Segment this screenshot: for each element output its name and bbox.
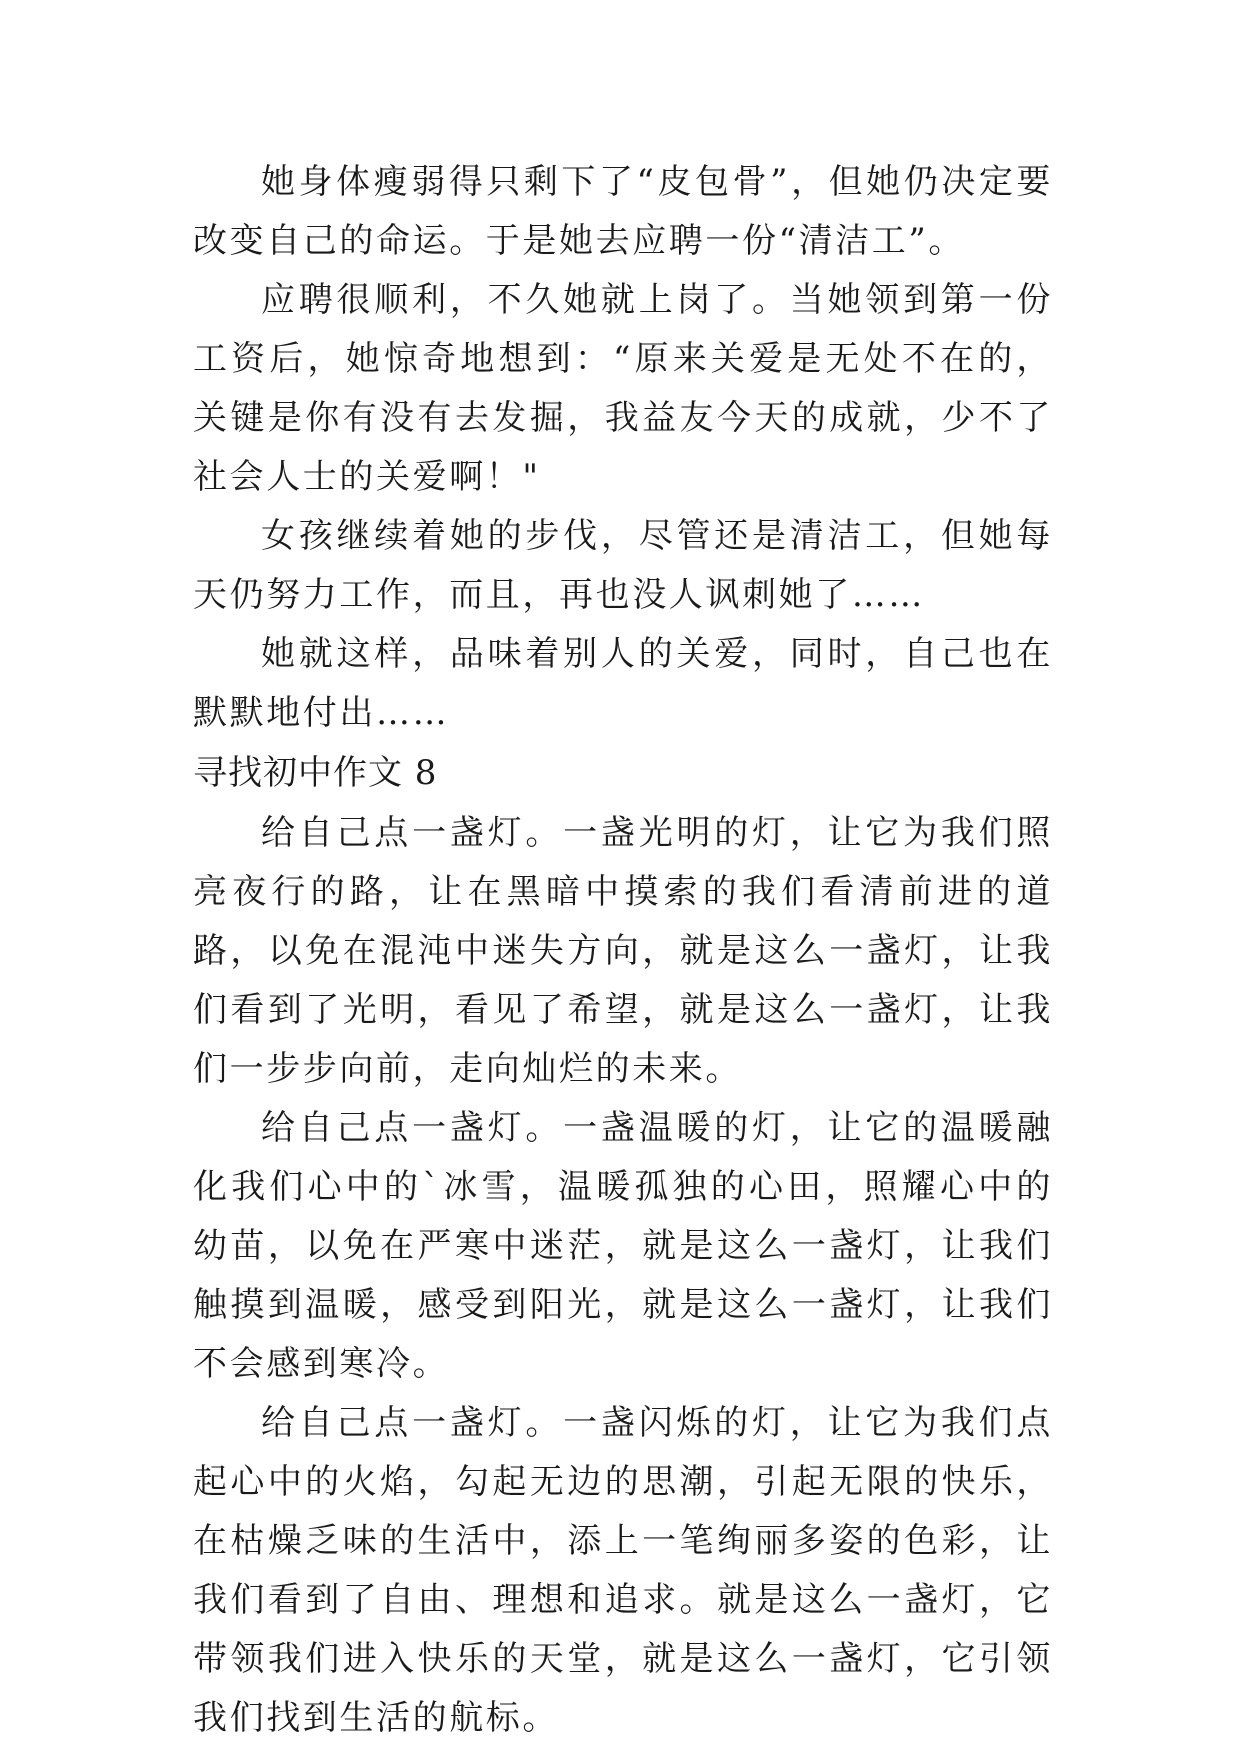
- document-body: [193, 153, 1053, 1748]
- paragraph-5: 给自己点一盏灯。一盏光明的灯，让它为我们照亮夜行的路，让在黑暗中摸索的我们看清前进的道路，以免在混沌中迷失方向，就是这么一盏灯，让我们看到了光明，看见了希望，就是这么一盏灯，让我们一步步向前，走向灿烂的未来。: [193, 813, 1053, 1089]
- paragraph-1: 她身体瘦弱得只剩下了“皮包骨”，但她仍决定要改变自己的命运。于是她去应聘一份“清洁工”。: [193, 162, 1053, 261]
- paragraph-6: 给自己点一盏灯。一盏温暖的灯，让它的温暖融化我们心中的`冰雪，温暖孤独的心田，照耀心中的幼苗，以免在严寒中迷茫，就是这么一盏灯，让我们触摸到温暖，感受到阳光，就是这么一盏灯，让我们不会感到寒冷。: [193, 1108, 1053, 1384]
- section-heading: 寻找初中作文 8: [193, 753, 438, 793]
- paragraph-4: 她就这样，品味着别人的关爱，同时，自己也在默默地付出……: [193, 634, 1053, 733]
- paragraph-7: 给自己点一盏灯。一盏闪烁的灯，让它为我们点起心中的火焰，勾起无边的思潮，引起无限的快乐，在枯燥乏味的生活中，添上一笔绚丽多姿的色彩，让我们看到了自由、理想和追求。就是这么一盏灯，它带领我们进入快乐的天堂，就是这么一盏灯，它引领我们找到生活的航标。: [193, 1403, 1053, 1738]
- paragraph-2: 应聘很顺利，不久她就上岗了。当她领到第一份工资后，她惊奇地想到：“原来关爱是无处不在的，关键是你有没有去发掘，我益友今天的成就，少不了社会人士的关爱啊！": [193, 280, 1053, 497]
- paragraph-3: 女孩继续着她的步伐，尽管还是清洁工，但她每天仍努力工作，而且，再也没人讽刺她了……: [193, 516, 1053, 615]
